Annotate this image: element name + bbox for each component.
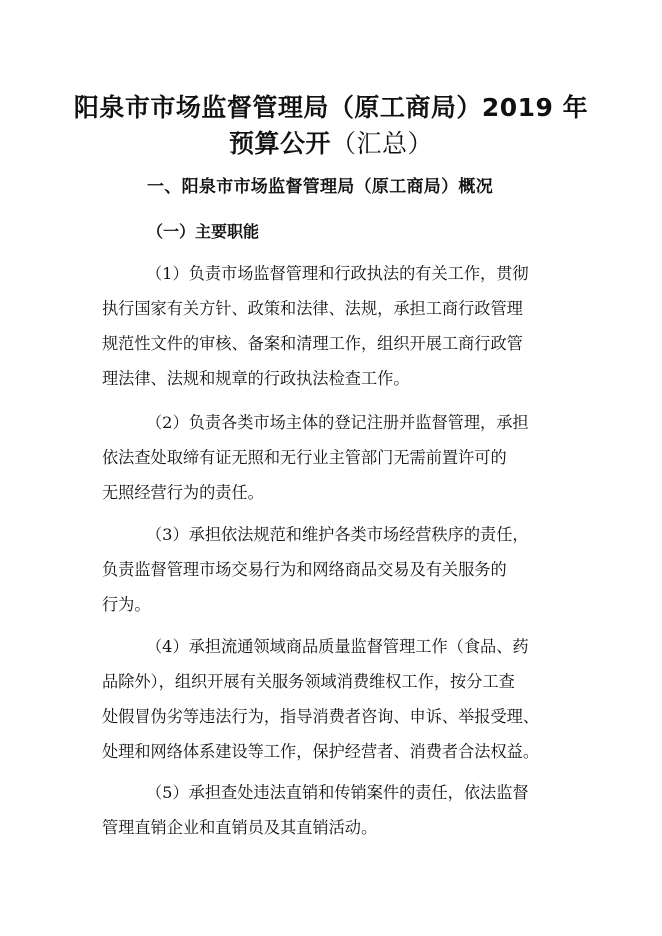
document-title-main: 预算公开 bbox=[228, 129, 331, 158]
paragraph-line: （4）承担流通领域商品质量监督管理工作（食品、药 bbox=[146, 637, 529, 656]
paragraph-line: 执行国家有关方针、政策和法律、法规，承担工商行政管理 bbox=[102, 299, 523, 318]
document-title-suffix: （汇总） bbox=[331, 129, 434, 158]
paragraph-line: 理法律、法规和规章的行政执法检查工作。 bbox=[102, 369, 410, 388]
paragraph-line: 依法查处取缔有证无照和无行业主管部门无需前置许可的 bbox=[102, 448, 507, 467]
paragraph-line: （5）承担查处违法直销和传销案件的责任，依法监督 bbox=[146, 783, 529, 802]
document-title-line-2 bbox=[0, 124, 662, 164]
paragraph-line: 处理和网络体系建设等工作，保护经营者、消费者合法权益。 bbox=[102, 742, 540, 761]
subsection-heading: （一）主要职能 bbox=[147, 222, 260, 241]
paragraph-function-2 bbox=[102, 405, 564, 510]
paragraph-function-3 bbox=[102, 517, 564, 622]
paragraph-line: （3）承担依法规范和维护各类市场经营秩序的责任， bbox=[146, 525, 529, 544]
paragraph-line: 品除外），组织开展有关服务领域消费维权工作，按分工查 bbox=[102, 672, 515, 691]
paragraph-line: 行为。 bbox=[102, 595, 151, 614]
document-title-line-1: 阳泉市市场监督管理局（原工商局）2019 年 bbox=[73, 93, 589, 122]
paragraph-line: 处假冒伪劣等违法行为，指导消费者咨询、申诉、举报受理、 bbox=[102, 707, 540, 726]
paragraph-line: （2）负责各类市场主体的登记注册并监督管理，承担 bbox=[146, 413, 529, 432]
paragraph-function-5 bbox=[102, 775, 564, 845]
paragraph-line: （1）负责市场监督管理和行政执法的有关工作，贯彻 bbox=[146, 264, 529, 283]
paragraph-function-4 bbox=[102, 629, 564, 769]
paragraph-line: 无照经营行为的责任。 bbox=[102, 483, 264, 502]
paragraph-function-1 bbox=[102, 256, 564, 396]
section-heading: 一、阳泉市市场监督管理局（原工商局）概况 bbox=[147, 177, 493, 197]
paragraph-line: 规范性文件的审核、备案和清理工作，组织开展工商行政管 bbox=[102, 334, 523, 353]
paragraph-line: 负责监督管理市场交易行为和网络商品交易及有关服务的 bbox=[102, 560, 507, 579]
paragraph-line: 管理直销企业和直销员及其直销活动。 bbox=[102, 818, 378, 837]
